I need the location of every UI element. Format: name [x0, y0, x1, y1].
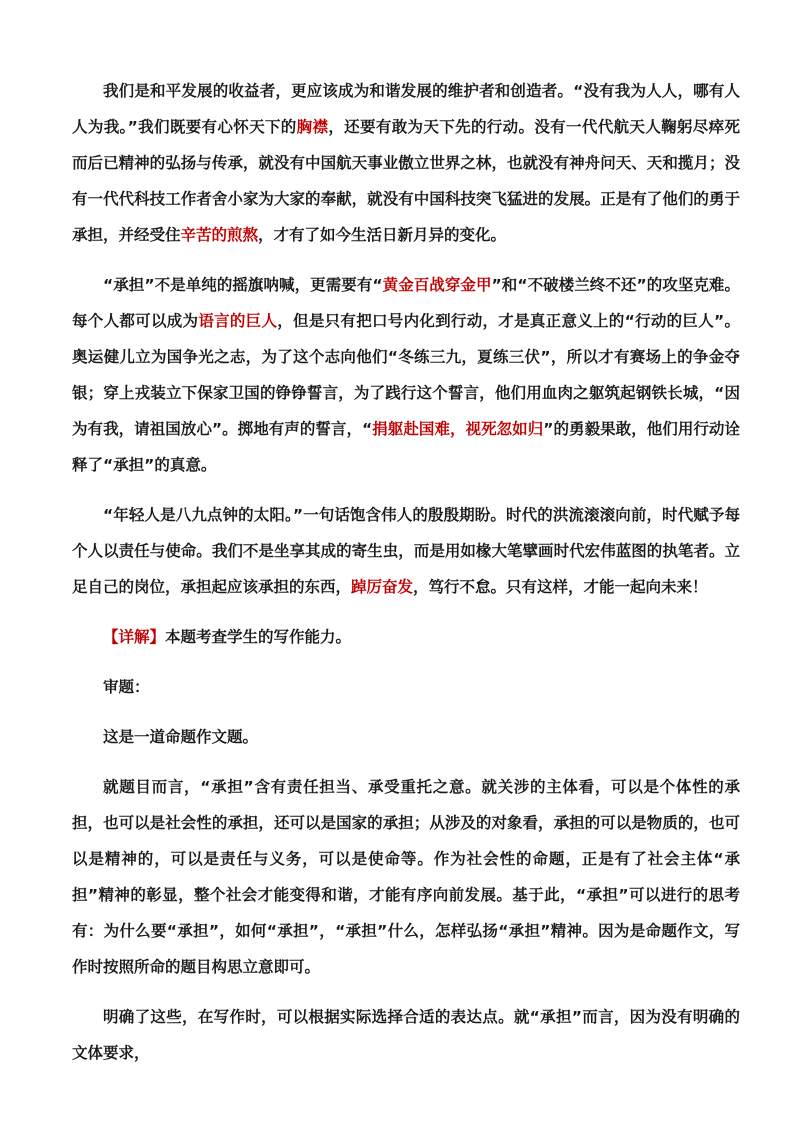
text-segment: ，但是只有把口号内化到行动，才是真正意义上的“行动的巨人”。奥运健儿立为国争光之志，为了这个志向他们“冬练三九，夏练三伏”，所以才有赛场上的争金夺银；穿上戎装立下保家卫国的铮铮誓言，为了践行这个誓言，他们用血肉之躯筑起钢铁长城，“因为有我，请祖国放心”。掷地有声的誓言，“ — [72, 312, 740, 438]
paragraph-6 — [72, 719, 740, 755]
paragraph-8 — [72, 999, 740, 1071]
highlighted-text: 捐躯赴国难，视死忽如归 — [372, 420, 544, 438]
highlighted-text: 胸襟 — [296, 118, 329, 136]
paragraph-7 — [72, 769, 740, 985]
text-segment: ，还要有敢为天下先的行动。没有一代代航天人鞠躬尽瘁死而后已精神的弘扬与传承，就没有中国航天事业傲立世界之林，也就没有神舟问天、天和揽月；没有一代代科技工作者舍小家为大家的奉献，就没有中国科技突飞猛进的发展。正是有了他们的勇于承担，并经受住 — [72, 118, 740, 244]
paragraph-2 — [72, 267, 740, 483]
paragraph-3 — [72, 497, 740, 605]
text-segment: ”和“不破楼兰终不还”的攻坚克难。每个人都可以成为 — [72, 276, 740, 330]
text-segment: 明确了这些，在写作时，可以根据实际选择合适的表达点。就“承担”而言，因为没有明确的文体要求， — [72, 1008, 740, 1062]
text-segment: “年轻人是八九点钟的太阳。”一句话饱含伟人的殷殷期盼。时代的洪流滚滚向前，时代赋予每个人以责任与使命。我们不是坐享其成的寄生虫，而是用如椽大笔擘画时代宏伟蓝图的执笔者。立足自己的岗位，承担起应该承担的东西， — [72, 506, 740, 596]
highlighted-text: 辛苦的煎熬 — [180, 226, 259, 244]
text-segment: 审题： — [103, 678, 150, 696]
text-segment: 这是一道命题作文题。 — [103, 728, 259, 746]
text-segment: 本题考查学生的写作能力。 — [165, 628, 352, 646]
text-segment: ”的勇毅果敢，他们用行动诠释了“承担”的真意。 — [72, 420, 740, 474]
text-segment: ，才有了如今生活日新月异的变化。 — [258, 226, 507, 244]
text-segment: 就题目而言，“承担”含有责任担当、承受重托之意。就关涉的主体看，可以是个体性的承担，也可以是社会性的承担，还可以是国家的承担；从涉及的对象看，承担的可以是物质的，也可以是精神的，可以是责任与义务，可以是使命等。作为社会性的命题，正是有了社会主体“承担”精神的彰显，整个社会才能变得和谐，才能有序向前发展。基于此，“承担”可以进行的思考有：为什么要“承担”，如何“承担”，“承担”什么，怎样弘扬“承担”精神。因为是命题作文，写作时按照所命的题目构思立意即可。 — [72, 778, 740, 976]
paragraph-5 — [72, 669, 740, 705]
text-segment: ，笃行不怠。只有这样，才能一起向未来！ — [413, 578, 708, 596]
highlighted-text: 踔厉奋发 — [351, 578, 414, 596]
paragraph-4 — [72, 619, 740, 655]
text-segment: “承担”不是单纯的摇旗呐喊，更需要有“ — [103, 276, 383, 294]
highlighted-text: 【详解】 — [103, 628, 166, 646]
paragraph-1 — [72, 73, 740, 253]
highlighted-text: 黄金百战穿金甲 — [382, 276, 492, 294]
text-segment: 我们是和平发展的收益者，更应该成为和谐发展的维护者和创造者。“没有我为人人，哪有人人为我。”我们既要有心怀天下的 — [72, 82, 740, 136]
document-body — [72, 73, 740, 1071]
highlighted-text: 语言的巨人 — [198, 312, 278, 330]
